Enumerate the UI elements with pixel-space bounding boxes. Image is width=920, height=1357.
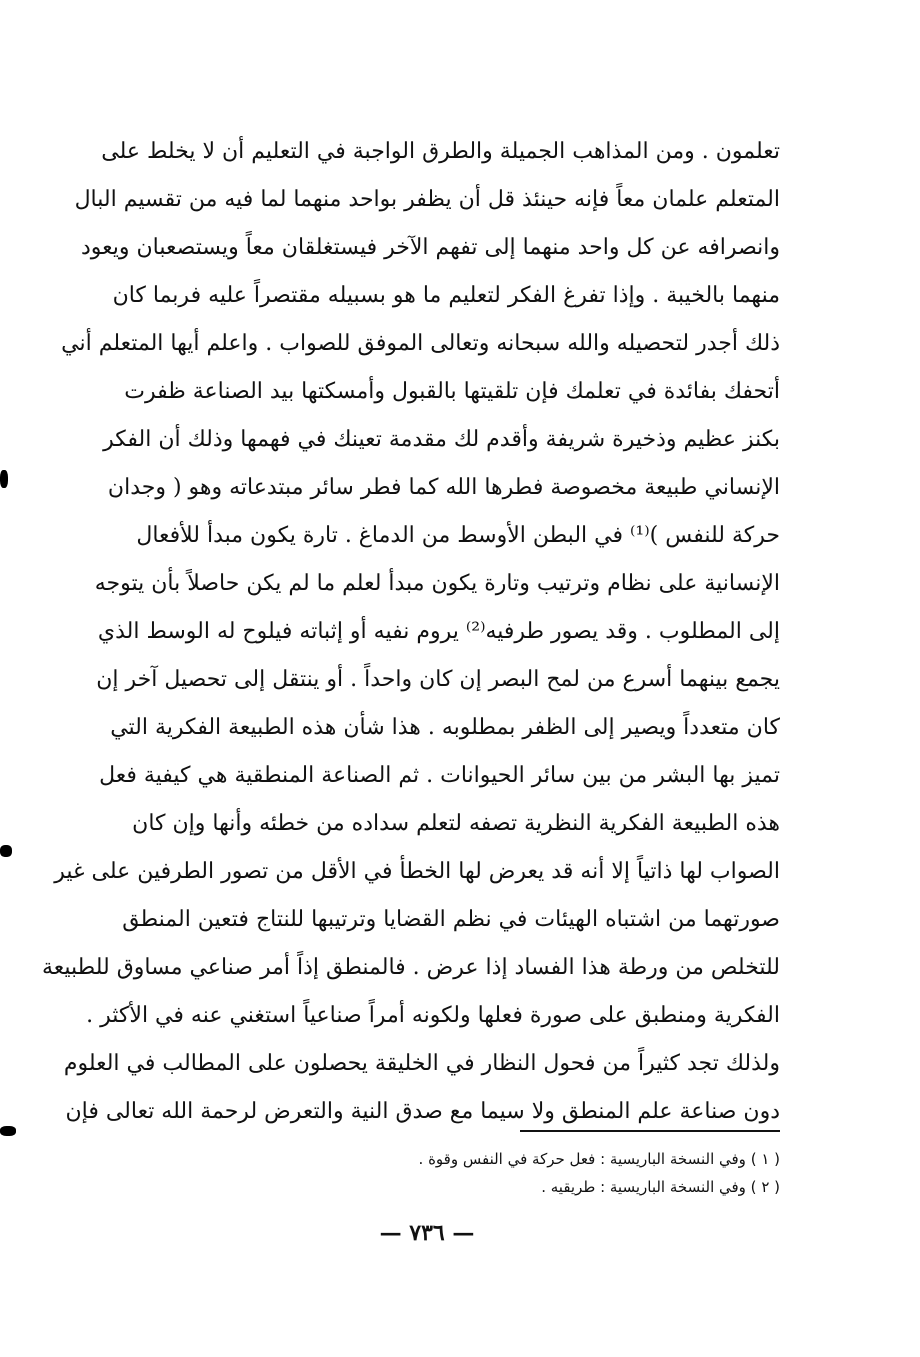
- page-number: — ٧٣٦ —: [379, 1220, 475, 1246]
- text-line: يجمع بينهما أسرع من لمح البصر إن كان واحداً . أو ينتقل إلى تحصيل آخر إن: [96, 667, 780, 692]
- footnote-separator: [520, 1130, 780, 1132]
- text-line: صورتهما من اشتباه الهيئات في نظم القضايا وترتيبها للنتاج فتعين المنطق: [122, 907, 780, 932]
- text-line: الإنسانية على نظام وترتيب وتارة يكون مبدأ لعلم ما لم يكن حاصلاً بأن يتوجه: [94, 571, 780, 596]
- footnote-1: ( ١ ) وفي النسخة الباريسية : فعل حركة في النفس وقوة .: [418, 1150, 780, 1168]
- footnotes: [140, 1145, 780, 1201]
- text-line: إلى المطلوب . وقد يصور طرفيه⁽²⁾ يروم نفيه أو إثباته فيلوح له الوسط الذي: [97, 619, 780, 644]
- scan-margin-mark: [0, 1126, 16, 1136]
- text-line: المتعلم علمان معاً فإنه حينئذ قل أن يظفر بواحد منهما لما فيه من تقسيم البال: [74, 187, 780, 212]
- text-line: حركة للنفس )⁽¹⁾ في البطن الأوسط من الدماغ . تارة يكون مبدأ للأفعال: [136, 523, 780, 548]
- text-line: ولذلك تجد كثيراً من فحول النظار في الخليقة يحصلون على المطالب في العلوم: [63, 1051, 780, 1076]
- text-line: الإنساني طبيعة مخصوصة فطرها الله كما فطر سائر مبتدعاته وهو ( وجدان: [107, 475, 780, 500]
- text-line: أتحفك بفائدة في تعلمك فإن تلقيتها بالقبول وأمسكتها بيد الصناعة ظفرت: [124, 379, 780, 404]
- text-line: الصواب لها ذاتياً إلا أنه قد يعرض لها الخطأ في الأقل من تصور الطرفين على غير: [54, 859, 780, 884]
- scan-margin-mark: [0, 470, 8, 488]
- footnote-2: ( ٢ ) وفي النسخة الباريسية : طريقيه .: [541, 1178, 780, 1196]
- text-line: منهما بالخيبة . وإذا تفرغ الفكر لتعليم ما هو بسبيله مقتصراً عليه فربما كان: [112, 283, 780, 308]
- main-text-block: [41, 128, 780, 1136]
- text-line: وانصرافه عن كل واحد منهما إلى تفهم الآخر فيستغلقان معاً ويستصعبان ويعود: [80, 235, 780, 260]
- scan-margin-mark: [0, 845, 12, 857]
- text-line: تعلمون . ومن المذاهب الجميلة والطرق الواجبة في التعليم أن لا يخلط على: [101, 139, 780, 164]
- text-line: بكنز عظيم وذخيرة شريفة وأقدم لك مقدمة تعينك في فهمها وذلك أن الفكر: [103, 427, 780, 452]
- text-line: الفكرية ومنطبق على صورة فعلها ولكونه أمراً صناعياً استغني عنه في الأكثر .: [86, 1003, 780, 1028]
- text-line: كان متعدداً ويصير إلى الظفر بمطلوبه . هذا شأن هذه الطبيعة الفكرية التي: [110, 715, 780, 740]
- text-line: تميز بها البشر من بين سائر الحيوانات . ثم الصناعة المنطقية هي كيفية فعل: [99, 763, 780, 788]
- text-line: دون صناعة علم المنطق ولا سيما مع صدق النية والتعرض لرحمة الله تعالى فإن: [65, 1099, 780, 1124]
- text-line: ذلك أجدر لتحصيله والله سبحانه وتعالى الموفق للصواب . واعلم أيها المتعلم أني: [61, 331, 780, 356]
- text-line: للتخلص من ورطة هذا الفساد إذا عرض . فالمنطق إذاً أمر صناعي مساوق للطبيعة: [41, 955, 780, 980]
- text-line: هذه الطبيعة الفكرية النظرية تصفه لتعلم سداده من خطئه وأنها وإن كان: [132, 811, 780, 836]
